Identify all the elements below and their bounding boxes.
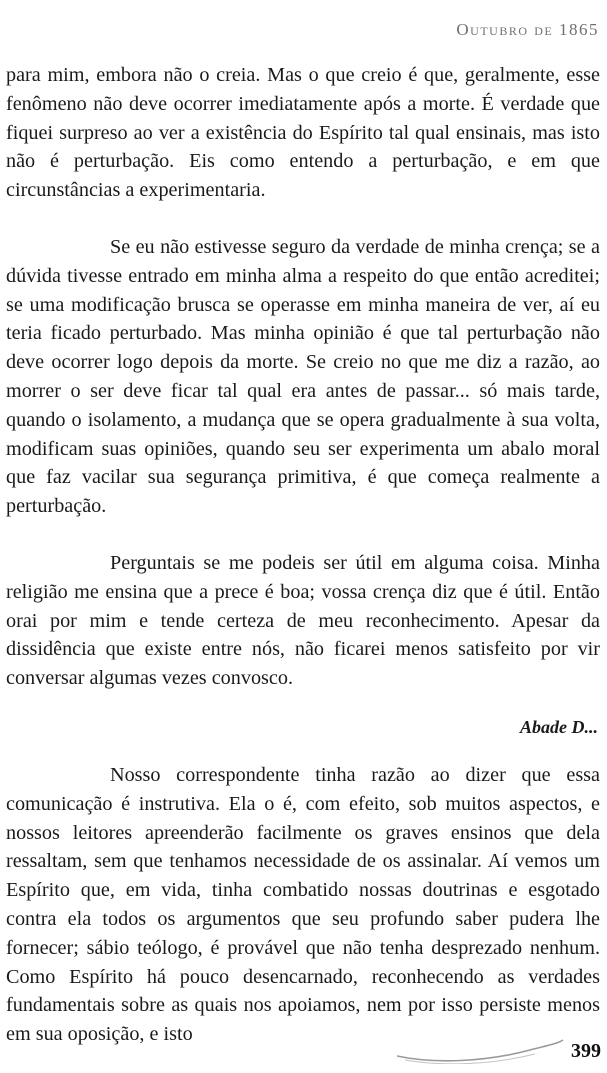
- page-body: [6, 61, 600, 1049]
- paragraph-continued: para mim, embora não o creia. Mas o que creio é que, geralmente, esse fenômeno não deve ocorrer imediatamente após a morte. É verdade que fiquei surpreso ao ver a existência do Espírito tal qual ensinais, mas isto não é perturbação. Eis como entendo a perturbação, e em que circunstâncias a experimentaria.: [6, 64, 600, 202]
- paragraph: Nosso correspondente tinha razão ao dizer que essa comunicação é instrutiva. Ela o é, com efeito, sob muitos aspectos, e nossos leitores apreenderão facilmente os graves ensinos que dela ressaltam, sem que tenhamos necessidade de os assinalar. Aí vemos um Espírito que, em vida, tinha combatido nossas doutrinas e esgotado contra ela todos os argumentos que seu profundo saber pudera lhe fornecer; sábio teólogo, é provável que não tenha desprezado nenhum. Como Espírito há pouco desencarnado, reconhecendo as verdades fundamentais sobre as quais nos apoiamos, nem por isso persiste menos em sua oposição, e isto: [6, 763, 600, 1046]
- page-ornament-swash: [395, 1034, 565, 1064]
- signature: Abade D...: [520, 716, 598, 737]
- paragraph-gap: [6, 205, 600, 233]
- running-title: Outubro de 1865: [456, 20, 599, 39]
- paragraph-gap: [6, 741, 600, 761]
- paragraph: Perguntais se me podeis ser útil em alguma coisa. Minha religião me ensina que a prece é boa; vossa crença diz que é útil. Então orai por mim e tende certeza de meu reconhecimento. Apesar da dissidência que existe entre nós, não ficarei menos satisfeito por vir conversar algumas vezes convosco.: [6, 551, 600, 690]
- paragraph-gap: [6, 693, 600, 713]
- page-number: 399: [571, 1040, 601, 1062]
- paragraph-gap: [6, 521, 600, 549]
- paragraph: Se eu não estivesse seguro da verdade de minha crença; se a dúvida tivesse entrado em minha alma a respeito do que então acreditei; se uma modificação brusca se operasse em minha maneira de ver, aí eu teria ficado perturbado. Mas minha opinião é que tal perturbação não deve ocorrer logo depois da morte. Se creio no que me diz a razão, ao morrer o ser deve ficar tal qual era antes de passar... só mais tarde, quando o isolamento, a mudança que se opera gradualmente à sua volta, modificam suas opiniões, quando seu ser experimenta um abalo moral que faz vacilar sua segurança primitiva, é que começa realmente a perturbação.: [6, 235, 600, 518]
